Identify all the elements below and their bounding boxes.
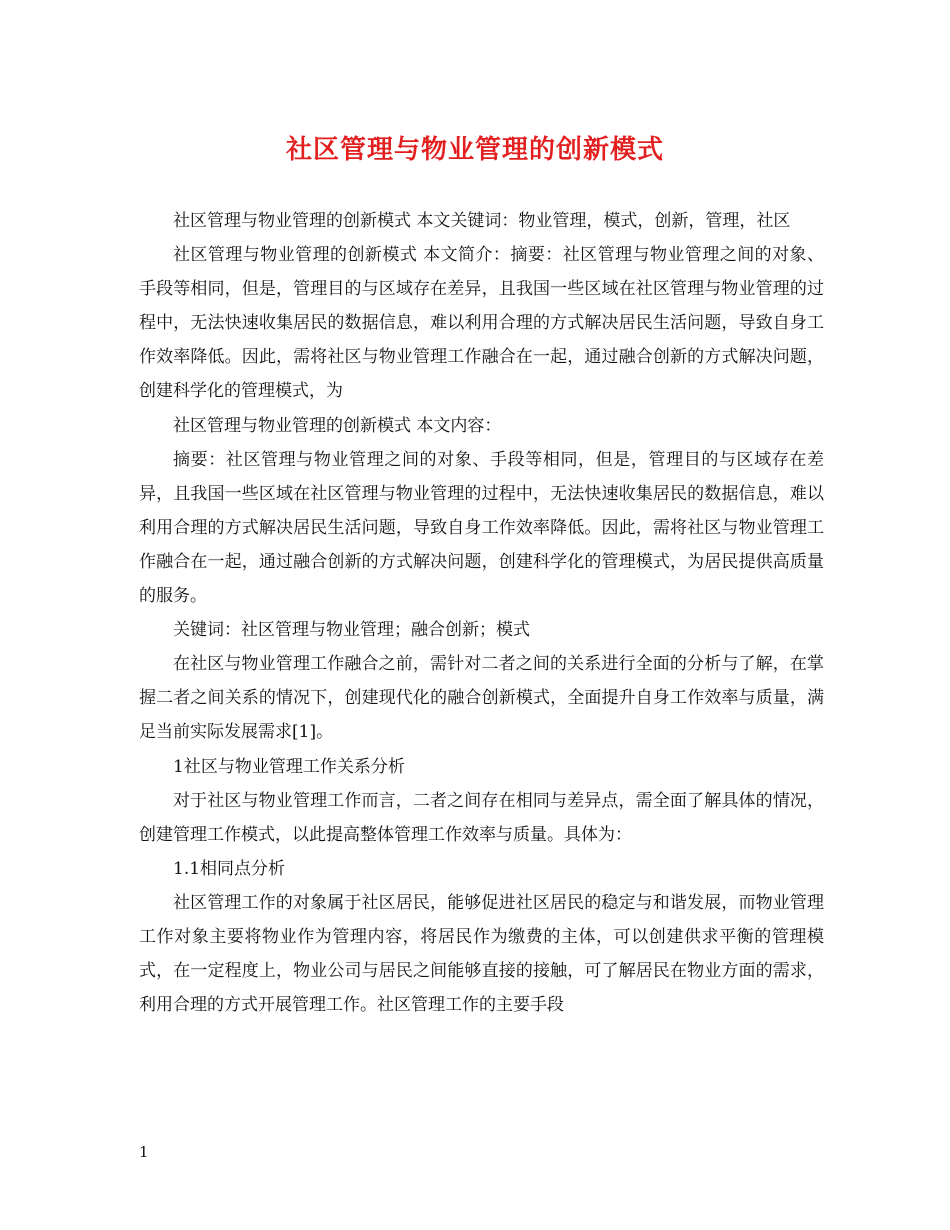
paragraph-similarities: 社区管理工作的对象属于社区居民，能够促进社区居民的稳定与和谐发展，而物业管理工作对象主要将物业作为管理内容，将居民作为缴费的主体，可以创建供求平衡的管理模式，在一定程度上，物业公司与居民之间能够直接的接触，可了解居民在物业方面的需求，利用合理的方式开展管理工作。社区管理工作的主要手段 xyxy=(139,892,824,1016)
paragraph-section-1-intro: 对于社区与物业管理工作而言，二者之间存在相同与差异点，需全面了解具体的情况，创建管理工作模式，以此提高整体管理工作效率与质量。具体为： xyxy=(139,790,824,845)
paragraph-keywords-intro: 社区管理与物业管理的创新模式 本文关键词：物业管理，模式，创新，管理，社区 xyxy=(173,211,791,231)
document-body xyxy=(139,204,824,1022)
section-heading-1: 1社区与物业管理工作关系分析 xyxy=(173,756,405,777)
document-title: 社区管理与物业管理的创新模式 xyxy=(285,135,664,165)
paragraph-keywords: 关键词：社区管理与物业管理；融合创新；模式 xyxy=(173,620,530,641)
paragraph-abstract: 摘要：社区管理与物业管理之间的对象、手段等相同，但是，管理目的与区域存在差异，且我国一些区域在社区管理与物业管理的过程中，无法快速收集居民的数据信息，难以利用合理的方式解决居民生活问题，导致自身工作效率降低。因此，需将社区与物业管理工作融合在一起，通过融合创新的方式解决问题，创建科学化的管理模式，为居民提供高质量的服务。 xyxy=(139,449,824,607)
page-number: 1 xyxy=(139,1143,149,1161)
paragraph-introduction: 在社区与物业管理工作融合之前，需针对二者之间的关系进行全面的分析与了解，在掌握二者之间关系的情况下，创建现代化的融合创新模式，全面提升自身工作效率与质量，满足当前实际发展需求[1]。 xyxy=(139,654,824,743)
paragraph-content-intro: 社区管理与物业管理的创新模式 本文内容： xyxy=(173,415,502,436)
section-heading-1-1: 1.1相同点分析 xyxy=(173,858,286,879)
paragraph-summary-intro: 社区管理与物业管理的创新模式 本文简介：摘要：社区管理与物业管理之间的对象、手段等相同，但是，管理目的与区域存在差异，且我国一些区域在社区管理与物业管理的过程中，无法快速收集居民的数据信息，难以利用合理的方式解决居民生活问题，导致自身工作效率降低。因此，需将社区与物业管理工作融合在一起，通过融合创新的方式解决问题，创建科学化的管理模式，为 xyxy=(139,245,824,402)
